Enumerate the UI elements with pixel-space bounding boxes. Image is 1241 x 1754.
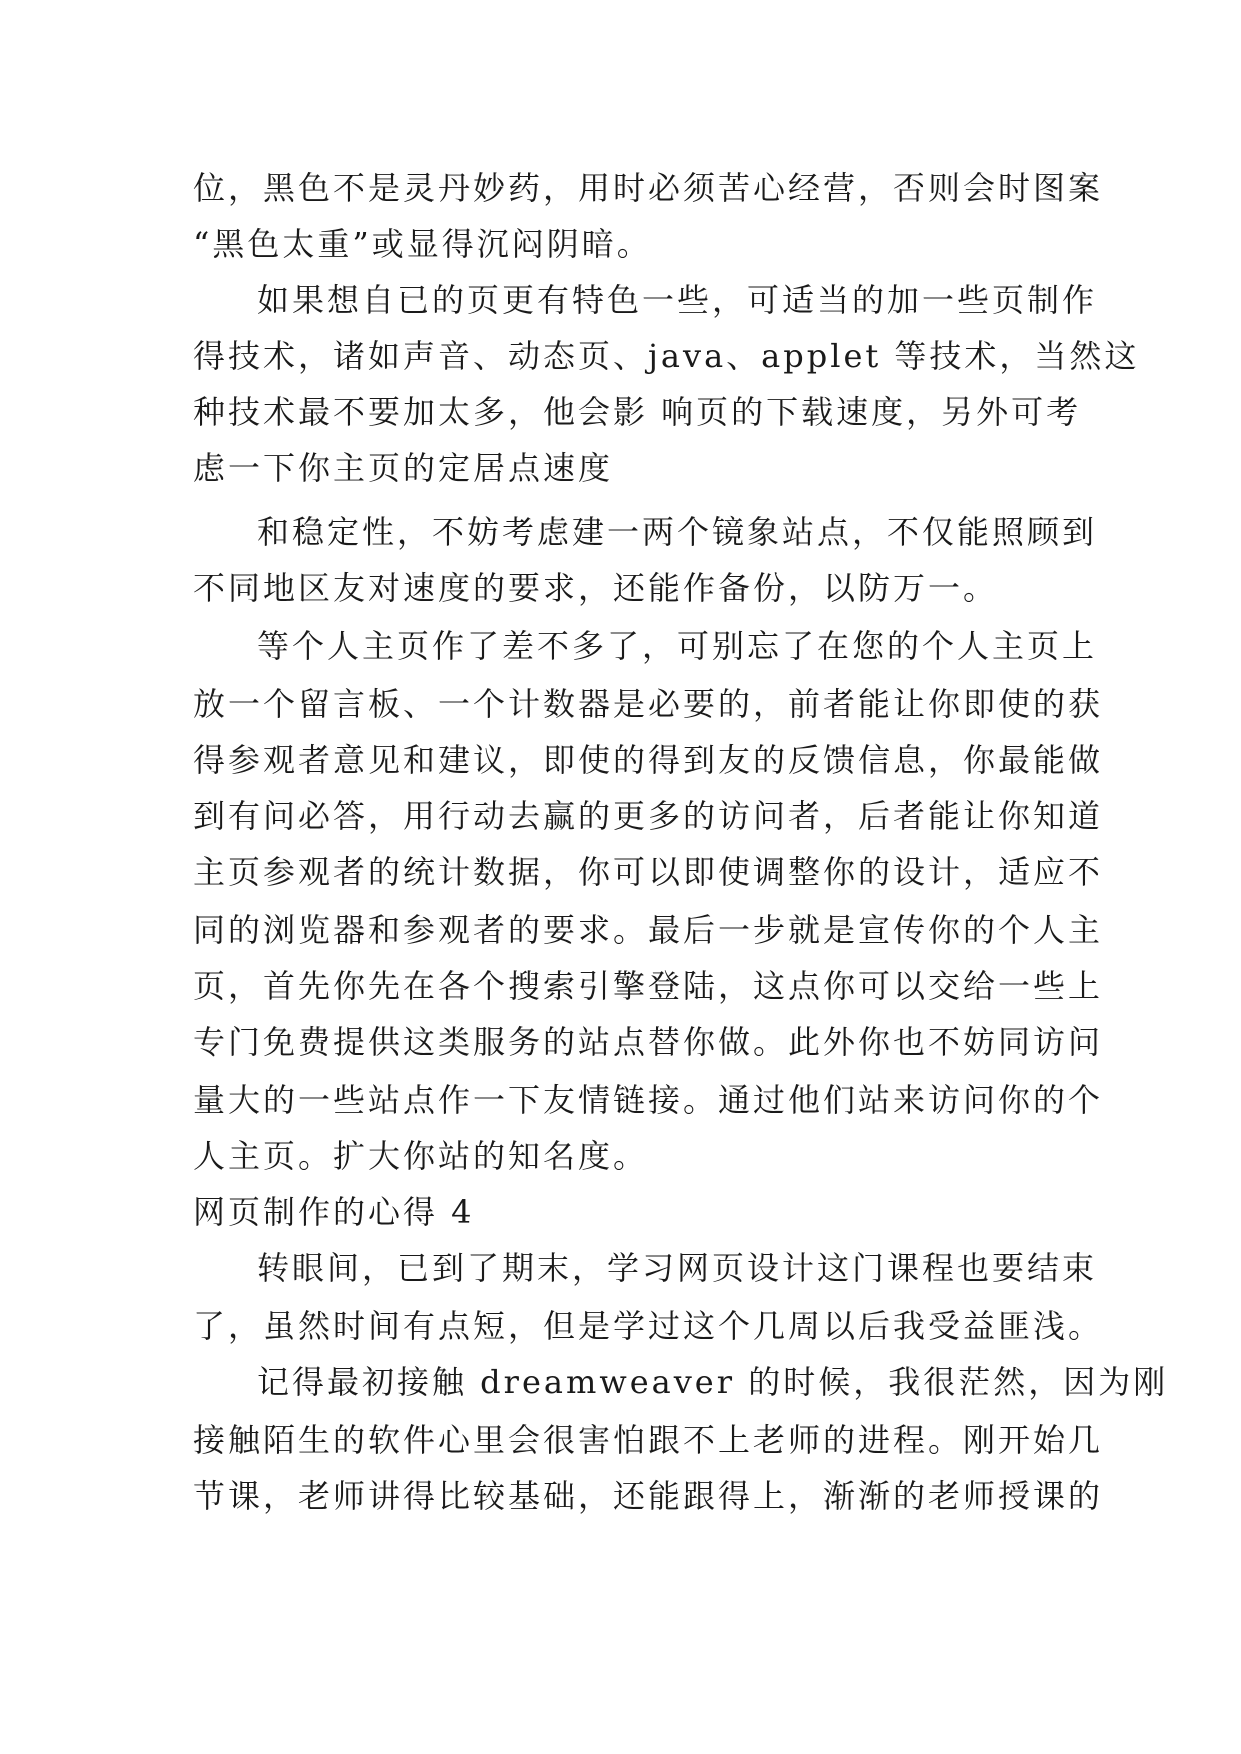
text-line: 页，首先你先在各个搜索引擎登陆，这点你可以交给一些上 [193, 967, 1104, 1005]
text-line: 得参观者意见和建议，即使的得到友的反馈信息，你最能做 [193, 741, 1104, 779]
text-line: 节课，老师讲得比较基础，还能跟得上，渐渐的老师授课的 [193, 1477, 1104, 1515]
paragraph-start-line: 记得最初接触 dreamweaver 的时候，我很茫然，因为刚 [257, 1363, 1169, 1401]
text-line: 同的浏览器和参观者的要求。最后一步就是宣传你的个人主 [193, 911, 1104, 949]
text-line: 种技术最不要加太多，他会影 响页的下载速度，另外可考 [193, 393, 1082, 431]
paragraph-start-line: 转眼间，已到了期末，学习网页设计这门课程也要结束 [257, 1249, 1098, 1287]
paragraph-start-line: 等个人主页作了差不多了，可别忘了在您的个人主页上 [257, 627, 1098, 665]
paragraph-start-line: 如果想自已的页更有特色一些，可适当的加一些页制作 [257, 281, 1098, 319]
text-line: 了，虽然时间有点短，但是学过这个几周以后我受益匪浅。 [193, 1307, 1104, 1345]
text-line: 得技术，诸如声音、动态页、java、applet 等技术，当然这 [193, 337, 1140, 375]
text-line: 虑一下你主页的定居点速度 [193, 449, 614, 487]
paragraph-start-line: 和稳定性，不妨考虑建一两个镜象站点，不仅能照顾到 [257, 513, 1098, 551]
text-line: 不同地区友对速度的要求，还能作备份，以防万一。 [193, 569, 999, 607]
text-line: 主页参观者的统计数据，你可以即使调整你的设计，适应不 [193, 853, 1104, 891]
text-line: 接触陌生的软件心里会很害怕跟不上老师的进程。刚开始几 [193, 1421, 1104, 1459]
text-line: “黑色太重”或显得沉闷阴暗。 [193, 225, 652, 263]
text-line: 位，黑色不是灵丹妙药，用时必须苦心经营，否则会时图案 [193, 169, 1104, 207]
text-line: 人主页。扩大你站的知名度。 [193, 1137, 649, 1175]
section-heading: 网页制作的心得 4 [193, 1193, 475, 1231]
text-line: 专门免费提供这类服务的站点替你做。此外你也不妨同访问 [193, 1023, 1104, 1061]
text-line: 放一个留言板、一个计数器是必要的，前者能让你即使的获 [193, 685, 1104, 723]
text-line: 到有问必答，用行动去赢的更多的访问者，后者能让你知道 [193, 797, 1104, 835]
text-line: 量大的一些站点作一下友情链接。通过他们站来访问你的个 [193, 1081, 1104, 1119]
